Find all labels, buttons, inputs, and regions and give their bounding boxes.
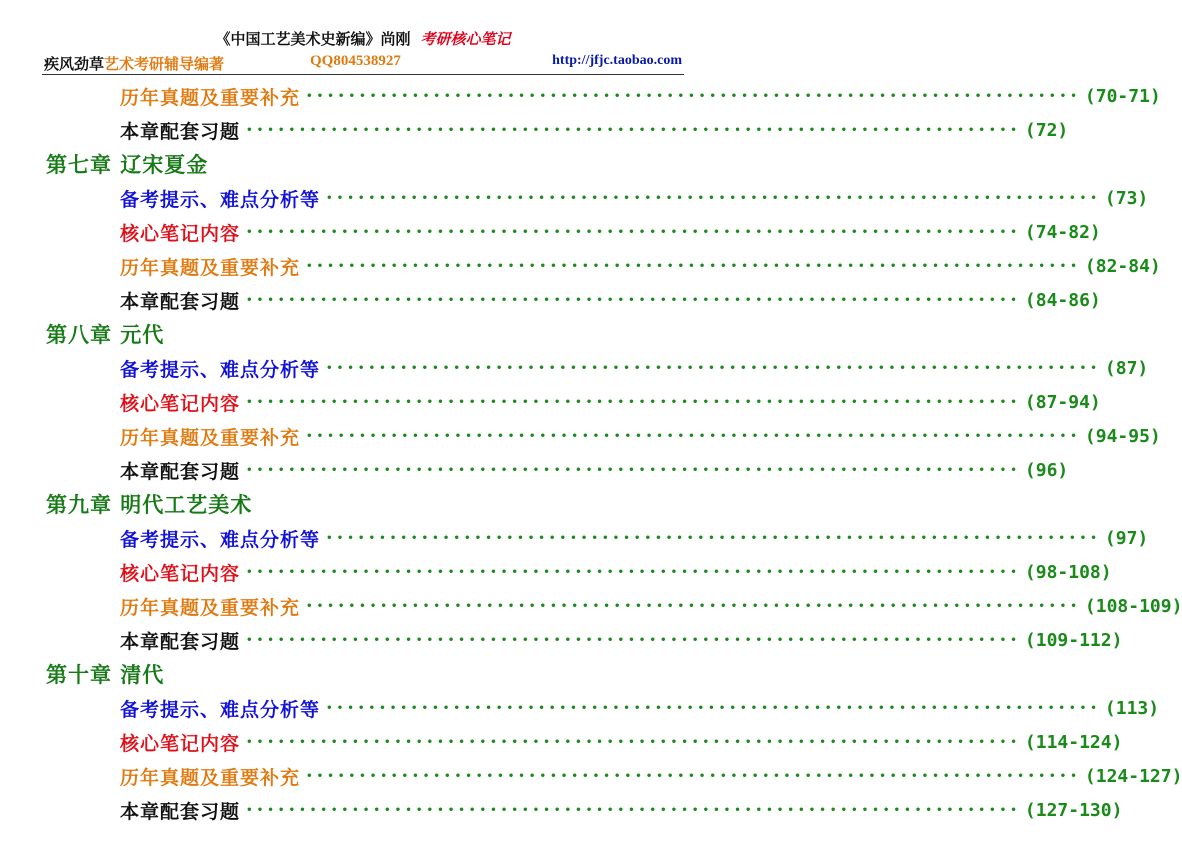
toc-entry-label: 本章配套习题 xyxy=(120,460,241,483)
toc-entry-label: 本章配套习题 xyxy=(120,800,241,823)
chapter-heading: 第七章 辽宋夏金 xyxy=(46,152,209,177)
toc-entry[interactable] xyxy=(120,114,1069,146)
dot-leader: ········································································· xyxy=(306,255,1081,277)
page-range: (72) xyxy=(1024,119,1069,141)
toc-entry-label: 本章配套习题 xyxy=(120,630,241,653)
dot-leader: ········································································· xyxy=(326,527,1101,549)
page-range: (96) xyxy=(1024,459,1069,481)
author-credit xyxy=(44,53,224,74)
dot-leader: ········································································· xyxy=(246,289,1021,311)
toc-entry[interactable] xyxy=(120,420,1161,452)
page-range: (97) xyxy=(1104,527,1149,549)
toc-entry[interactable] xyxy=(120,250,1161,282)
dot-leader: ········································································· xyxy=(306,425,1081,447)
dot-leader: ········································································· xyxy=(246,731,1021,753)
dot-leader: ········································································· xyxy=(246,459,1021,481)
toc-entry[interactable] xyxy=(120,760,1182,792)
qq-contact: QQ804538927 xyxy=(310,53,401,69)
dot-leader: ········································································· xyxy=(246,799,1021,821)
toc-entry-label: 备考提示、难点分析等 xyxy=(120,188,321,211)
dot-leader: ········································································· xyxy=(306,765,1081,787)
dot-leader: ········································································· xyxy=(326,187,1101,209)
dot-leader: ········································································· xyxy=(326,357,1101,379)
page-header xyxy=(42,0,684,76)
dot-leader: ········································································· xyxy=(326,697,1101,719)
toc-entry-label: 历年真题及重要补充 xyxy=(120,256,301,279)
toc-entry-label: 本章配套习题 xyxy=(120,290,241,313)
book-title: 《中国工艺美术史新编》尚刚 xyxy=(215,30,411,48)
toc-entry-label: 备考提示、难点分析等 xyxy=(120,528,321,551)
toc-entry-label: 核心笔记内容 xyxy=(120,562,241,585)
page-range: (98-108) xyxy=(1024,561,1112,583)
toc-entry[interactable] xyxy=(120,284,1101,316)
page-range: (87) xyxy=(1104,357,1149,379)
author-name: 疾风劲草 xyxy=(44,55,105,73)
page-range: (84-86) xyxy=(1024,289,1101,311)
dot-leader: ········································································· xyxy=(246,629,1021,651)
toc-entry-label: 核心笔记内容 xyxy=(120,732,241,755)
toc-entry[interactable] xyxy=(120,80,1161,112)
dot-leader: ········································································· xyxy=(246,119,1021,141)
toc-entry[interactable] xyxy=(120,352,1149,384)
page-range: (124-127) xyxy=(1084,765,1182,787)
toc-entry[interactable] xyxy=(120,726,1123,758)
page-range: (113) xyxy=(1104,697,1160,719)
toc-entry[interactable] xyxy=(120,590,1182,622)
page-range: (74-82) xyxy=(1024,221,1101,243)
toc-entry-label: 本章配套习题 xyxy=(120,120,241,143)
toc-entry-label: 历年真题及重要补充 xyxy=(120,766,301,789)
page-range: (127-130) xyxy=(1024,799,1123,821)
toc-entry[interactable] xyxy=(120,454,1069,486)
page-range: (108-109) xyxy=(1084,595,1182,617)
toc-entry[interactable] xyxy=(120,794,1123,826)
toc-entry[interactable] xyxy=(120,522,1149,554)
page-range: (114-124) xyxy=(1024,731,1123,753)
page-range: (82-84) xyxy=(1084,255,1161,277)
dot-leader: ········································································· xyxy=(246,561,1021,583)
toc-entry[interactable] xyxy=(120,182,1149,214)
toc-entry-label: 核心笔记内容 xyxy=(120,392,241,415)
toc-entry[interactable] xyxy=(120,216,1101,248)
toc-entry[interactable] xyxy=(120,556,1112,588)
header-divider xyxy=(42,74,684,75)
toc-entry[interactable] xyxy=(120,692,1160,724)
dot-leader: ········································································· xyxy=(306,85,1081,107)
dot-leader: ········································································· xyxy=(246,391,1021,413)
notes-label: 考研核心笔记 xyxy=(420,30,511,48)
chapter-heading: 第十章 清代 xyxy=(46,662,165,687)
page-range: (70-71) xyxy=(1084,85,1161,107)
chapter-heading: 第九章 明代工艺美术 xyxy=(46,492,253,517)
shop-url: http://jfjc.taobao.com xyxy=(552,53,682,68)
page-range: (73) xyxy=(1104,187,1149,209)
author-role: 艺术考研辅导编著 xyxy=(104,55,225,73)
toc-entry-label: 核心笔记内容 xyxy=(120,222,241,245)
chapter-heading: 第八章 元代 xyxy=(46,322,165,347)
toc-entry-label: 备考提示、难点分析等 xyxy=(120,358,321,381)
toc-entry-label: 历年真题及重要补充 xyxy=(120,426,301,449)
dot-leader: ········································································· xyxy=(306,595,1081,617)
page-range: (94-95) xyxy=(1084,425,1161,447)
header-info-line xyxy=(42,53,684,73)
header-title-line xyxy=(42,28,684,49)
page-range: (109-112) xyxy=(1024,629,1123,651)
page-range: (87-94) xyxy=(1024,391,1101,413)
toc-entry[interactable] xyxy=(120,386,1101,418)
dot-leader: ········································································· xyxy=(246,221,1021,243)
toc-entry[interactable] xyxy=(120,624,1123,656)
toc-entry-label: 历年真题及重要补充 xyxy=(120,596,301,619)
toc-entry-label: 备考提示、难点分析等 xyxy=(120,698,321,721)
toc-entry-label: 历年真题及重要补充 xyxy=(120,86,301,109)
